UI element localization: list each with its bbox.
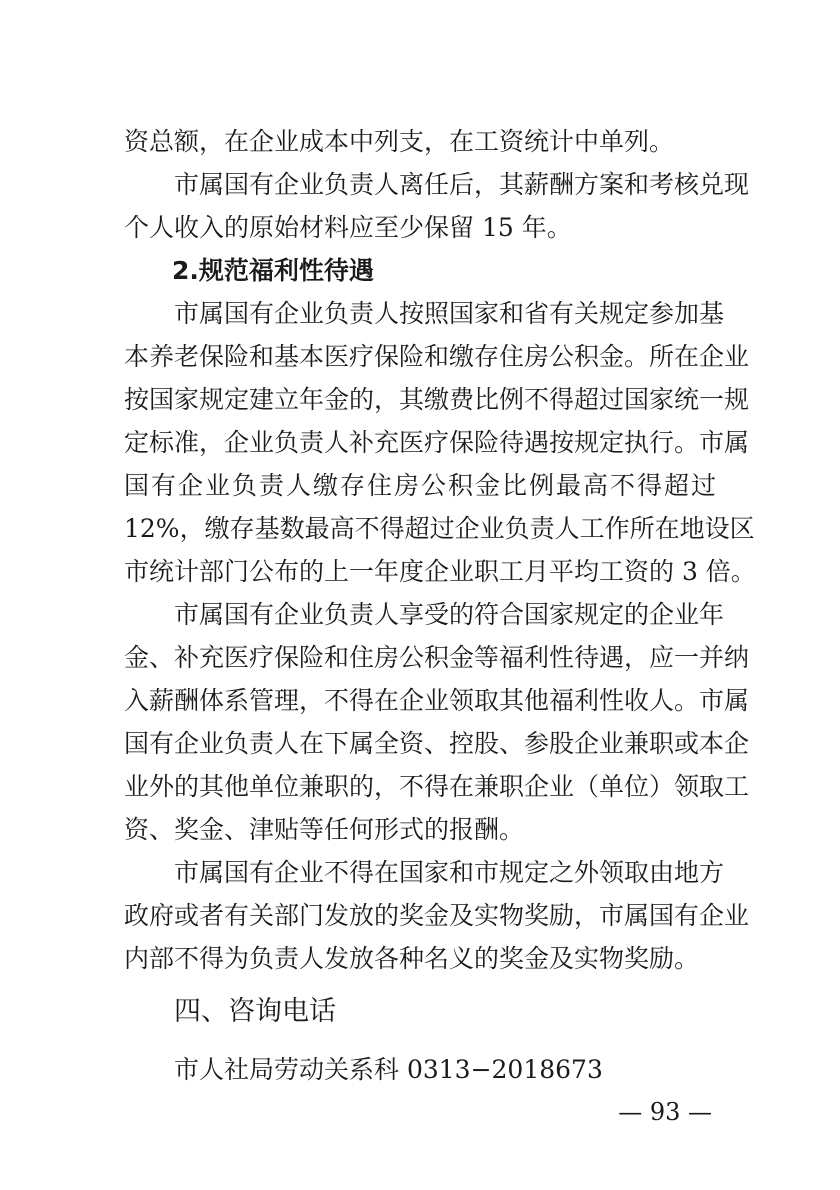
text-line: 个人收入的原始材料应至少保留 15 年。: [124, 213, 572, 242]
text-line: 市属国有企业负责人按照国家和省有关规定参加基: [174, 299, 725, 328]
text-line: 市属国有企业负责人离任后，其薪酬方案和考核兑现: [174, 170, 750, 199]
text-line: 按国家规定建立年金的，其缴费比例不得超过国家统一规: [124, 385, 750, 414]
text-line: 金、补充医疗保险和住房公积金等福利性待遇，应一并纳: [124, 643, 750, 672]
section-subtitle: 2.规范福利性待遇: [172, 256, 374, 285]
text-line: 内部不得为负责人发放各种名义的奖金及实物奖励。: [124, 944, 700, 973]
text-line: 国有企业负责人在下属全资、控股、参股企业兼职或本企: [124, 729, 750, 758]
text-line: 12%，缴存基数最高不得超过企业负责人工作所在地设区: [124, 514, 755, 543]
contact-line: 市人社局劳动关系科 0313−2018673: [174, 1055, 603, 1084]
text-line: 定标准，企业负责人补充医疗保险待遇按规定执行。市属: [124, 428, 750, 457]
text-line: 本养老保险和基本医疗保险和缴存住房公积金。所在企业: [124, 342, 750, 371]
text-line: 市属国有企业不得在国家和市规定之外领取由地方: [174, 858, 725, 887]
text-line: 资总额，在企业成本中列支，在工资统计中单列。: [124, 127, 675, 156]
text-line: 市属国有企业负责人享受的符合国家规定的企业年: [174, 600, 725, 629]
text-line: 入薪酬体系管理，不得在企业领取其他福利性收人。市属: [124, 686, 750, 715]
page-number: — 93 —: [618, 1098, 712, 1126]
section-heading: 四、咨询电话: [174, 996, 336, 1027]
text-line: 资、奖金、津贴等任何形式的报酬。: [124, 815, 525, 844]
text-line: 业外的其他单位兼职的，不得在兼职企业（单位）领取工: [124, 772, 750, 801]
text-line: 政府或者有关部门发放的奖金及实物奖励，市属国有企业: [124, 901, 750, 930]
text-line: 市统计部门公布的上一年度企业职工月平均工资的 3 倍。: [124, 557, 756, 586]
text-line: 国有企业负责人缴存住房公积金比例最高不得超过: [124, 471, 716, 500]
